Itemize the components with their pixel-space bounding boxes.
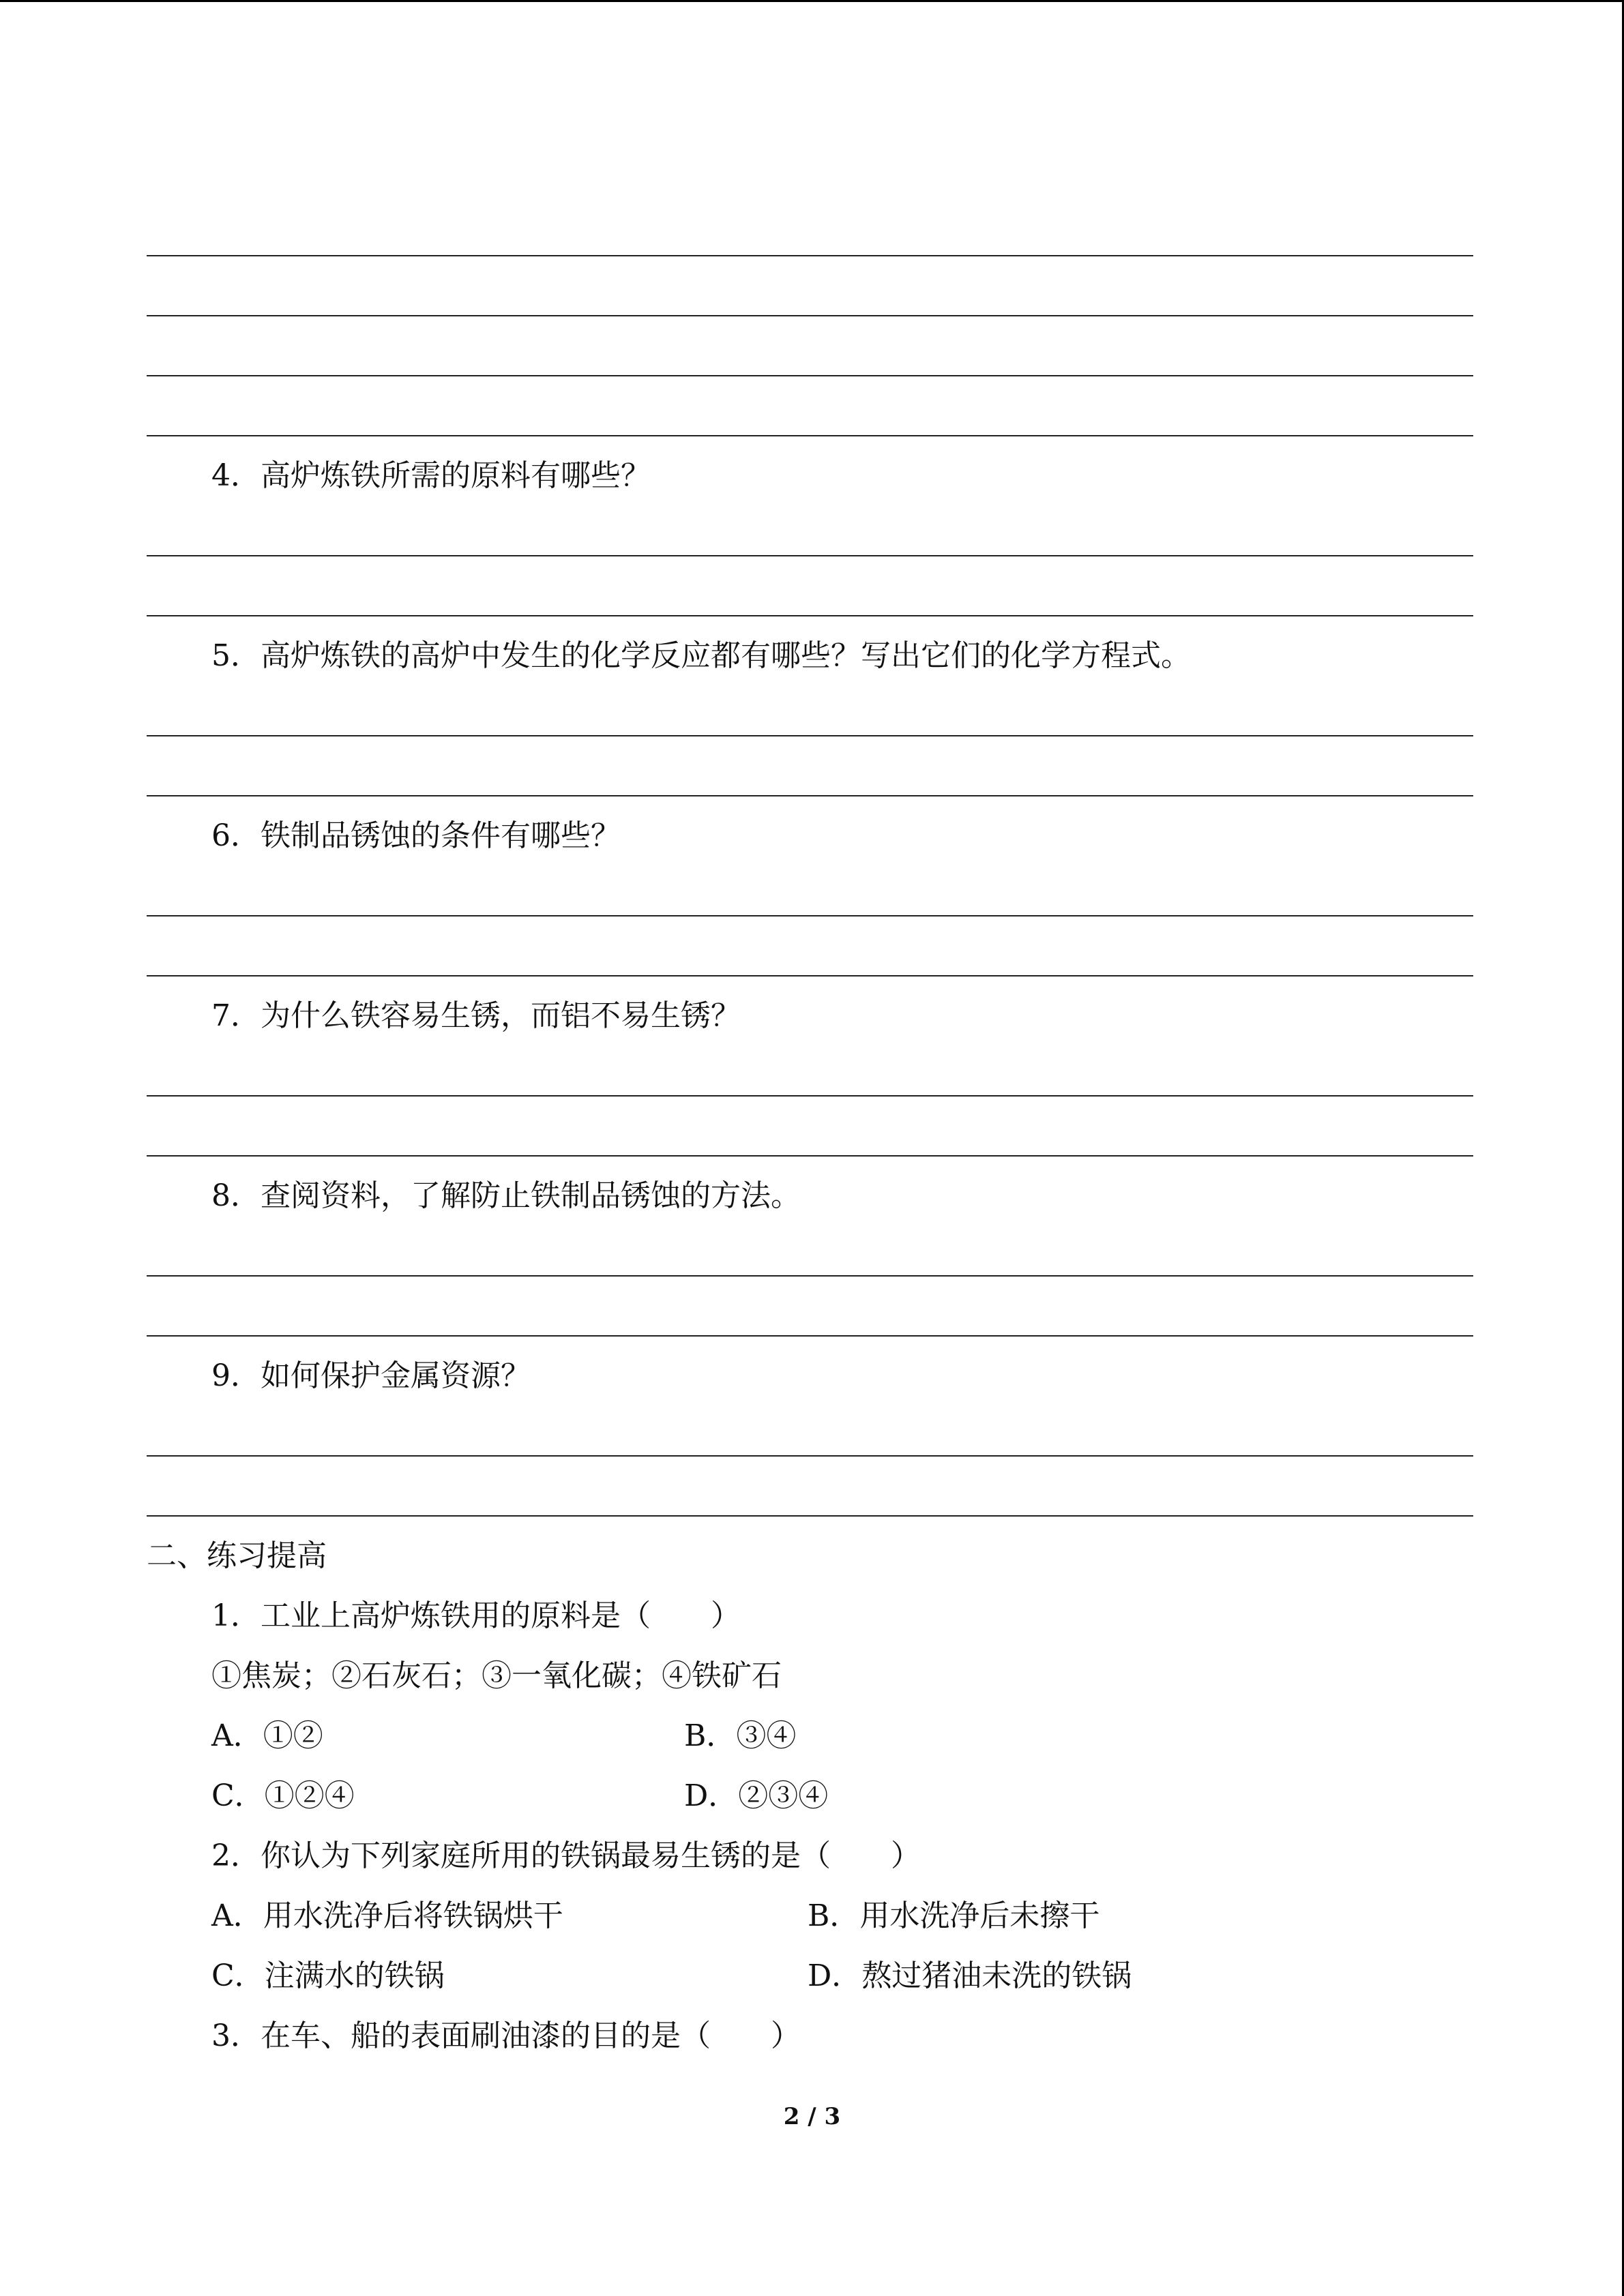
answer-line[interactable] — [147, 435, 1473, 436]
answer-line[interactable] — [147, 735, 1473, 736]
answer-line[interactable] — [147, 255, 1473, 256]
answer-line[interactable] — [147, 1095, 1473, 1097]
question-9: 9．如何保护金属资源？ — [211, 1358, 531, 1393]
answer-line[interactable] — [147, 795, 1473, 796]
section-title: 二、练习提高 — [147, 1538, 327, 1573]
answer-line[interactable] — [147, 1275, 1473, 1277]
answer-line[interactable] — [147, 1515, 1473, 1517]
option-c[interactable]: C．注满水的铁锅 — [211, 1958, 445, 1993]
question-4: 4．高炉炼铁所需的原料有哪些？ — [211, 458, 651, 493]
answer-line[interactable] — [147, 555, 1473, 556]
answer-line[interactable] — [147, 915, 1473, 916]
answer-line[interactable] — [147, 1155, 1473, 1157]
practice-question-1: 1．工业上高炉炼铁用的原料是（ ） — [211, 1598, 741, 1633]
question-6: 6．铁制品锈蚀的条件有哪些？ — [211, 818, 621, 853]
option-b[interactable]: B．用水洗净后未擦干 — [808, 1898, 1100, 1933]
page-number: 2 / 3 — [783, 2103, 841, 2130]
answer-line[interactable] — [147, 615, 1473, 616]
answer-line[interactable] — [147, 1335, 1473, 1337]
option-a[interactable]: A．用水洗净后将铁锅烘干 — [211, 1898, 563, 1933]
practice-question-3: 3．在车、船的表面刷油漆的目的是（ ） — [211, 2018, 801, 2053]
page-top-border — [0, 0, 1624, 2]
option-d[interactable]: D．②③④ — [684, 1778, 829, 1813]
question-8: 8．查阅资料，了解防止铁制品锈蚀的方法。 — [211, 1178, 801, 1213]
question-5: 5．高炉炼铁的高炉中发生的化学反应都有哪些？写出它们的化学方程式。 — [211, 638, 1191, 673]
answer-line[interactable] — [147, 375, 1473, 376]
option-c[interactable]: C．①②④ — [211, 1778, 355, 1813]
answer-line[interactable] — [147, 315, 1473, 316]
practice-question-2: 2．你认为下列家庭所用的铁锅最易生锈的是（ ） — [211, 1838, 921, 1873]
practice-question-1-items: ①焦炭；②石灰石；③一氧化碳；④铁矿石 — [211, 1658, 782, 1693]
answer-line[interactable] — [147, 975, 1473, 976]
option-b[interactable]: B．③④ — [684, 1718, 797, 1753]
option-d[interactable]: D．熬过猪油未洗的铁锅 — [808, 1958, 1132, 1993]
question-7: 7．为什么铁容易生锈，而铝不易生锈？ — [211, 998, 741, 1033]
answer-line[interactable] — [147, 1455, 1473, 1457]
option-a[interactable]: A．①② — [211, 1718, 323, 1753]
